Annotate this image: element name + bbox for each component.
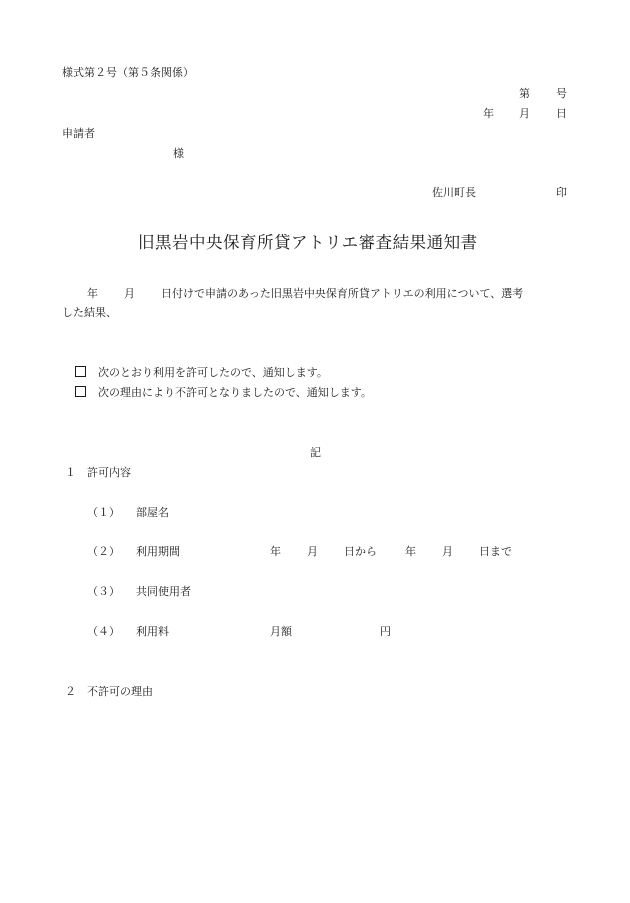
seal-mark: 印 (556, 186, 567, 199)
checkbox-deny[interactable] (75, 386, 86, 397)
checkbox-permit[interactable] (75, 366, 86, 377)
doc-number-go: 号 (556, 87, 567, 100)
item2-month1: 月 (307, 545, 318, 558)
date-month: 月 (519, 107, 530, 120)
applicant-sama: 様 (173, 147, 184, 160)
item4-yen: 円 (380, 625, 391, 638)
body-month: 月 (124, 287, 135, 300)
body-line2: した結果、 (62, 306, 117, 319)
item3-number: （３） (87, 585, 120, 598)
applicant-label: 申請者 (62, 127, 95, 140)
date-day: 日 (556, 107, 567, 120)
item1-number: （１） (87, 506, 120, 519)
item3-label: 共同使用者 (136, 585, 191, 598)
form-number-label: 様式第２号（第５条関係） (62, 66, 194, 79)
item2-number: （２） (87, 545, 120, 558)
option-deny-text: 次の理由により不許可となりましたので、通知します。 (98, 386, 372, 399)
ki-mark: 記 (310, 446, 321, 459)
section2-heading: ２ 不許可の理由 (65, 685, 153, 698)
item4-number: （４） (87, 625, 120, 638)
item2-year1: 年 (270, 545, 281, 558)
item4-label: 利用料 (136, 625, 169, 638)
option-permit[interactable] (75, 366, 328, 380)
section1-heading: １ 許可内容 (65, 466, 131, 479)
body-year: 年 (87, 287, 98, 300)
item2-month2: 月 (442, 545, 453, 558)
doc-number-dai: 第 (519, 87, 530, 100)
item2-until: 日まで (479, 545, 512, 558)
option-deny[interactable] (75, 386, 372, 400)
document-title: 旧黒岩中央保育所貸アトリエ審査結果通知書 (138, 233, 478, 252)
body-line1: 日付けで申請のあった旧黒岩中央保育所貸アトリエの利用について、選考 (161, 287, 524, 300)
item2-year2: 年 (405, 545, 416, 558)
item2-label: 利用期間 (136, 545, 180, 558)
item2-from: 日から (344, 545, 377, 558)
issuer-name: 佐川町長 (432, 186, 476, 199)
option-permit-text: 次のとおり利用を許可したので、通知します。 (98, 366, 328, 379)
date-year: 年 (483, 107, 494, 120)
item4-monthly: 月額 (270, 625, 292, 638)
item1-label: 部屋名 (136, 506, 169, 519)
